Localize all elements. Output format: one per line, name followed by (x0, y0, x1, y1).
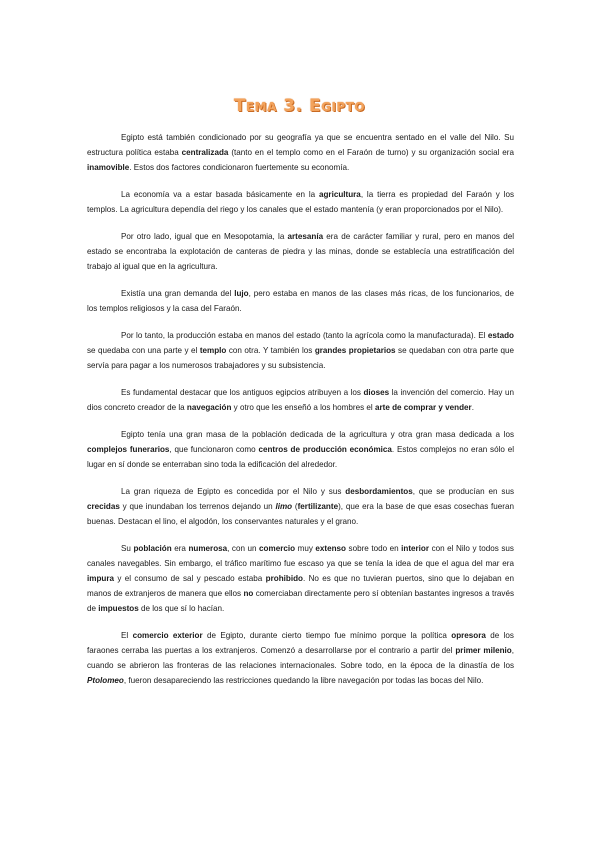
body-text: La economía va a estar basada básicamente en la (121, 190, 319, 199)
bold-text (275, 502, 292, 511)
body-text: se quedaban con otra parte que servía para pagar a los numerosos trabajadores y su subsistencia. (87, 346, 515, 370)
body-text: Su (121, 544, 134, 553)
bold-text: desbordamientos (345, 487, 413, 496)
paragraph (87, 130, 514, 175)
bold-text: estado (487, 331, 514, 340)
body-text: . Estos complejos no eran sólo el lugar en sí donde se enterraban sino toda la edificación del alrededor. (87, 445, 515, 469)
body-text: Egipto tenía una gran masa de la población dedicada de la agricultura y otra gran masa dedicada a los (121, 430, 514, 439)
body-text: de Egipto, durante cierto tiempo fue mínimo porque la política (202, 631, 452, 640)
bold-text: crecidas (87, 502, 120, 511)
body-text: . (471, 403, 474, 412)
bold-text: extenso (315, 544, 346, 553)
bold-text: comercio exterior (132, 631, 203, 640)
document-title: Tema 3. Egipto (233, 96, 366, 116)
body-text: y otro que les enseñó a los hombres el (231, 403, 375, 412)
body-text: . No es que no tuvieran puertos, sino que lo dejaban en manos de extranjeros de manera que ellos (87, 574, 514, 598)
body-text: , la tierra es propiedad del Faraón y los templos. La agricultura dependía del riego y los canales que el estado mantenía (y eran proporcionados por el Nilo). (87, 190, 514, 214)
body-text: Existía una gran demanda del (121, 289, 235, 298)
body-text: ( (292, 502, 298, 511)
bold-text: centralizada (181, 148, 229, 157)
body-text: , cuando se abrieron las fronteras de las relaciones internacionales. Sobre todo, en la época de la dinastía de los (87, 646, 514, 670)
body-text: comerciaban directamente pero sí obtenían bastantes ingresos a través de (87, 589, 515, 613)
paragraph (87, 385, 514, 415)
body-text: con otra. Y también los (226, 346, 315, 355)
bold-text: prohibido (265, 574, 303, 583)
bold-text: navegación (186, 403, 232, 412)
body-text: de los faraones cerraba las puertas a los extranjeros. Comenzó a desarrollarse por el contrario a partir del (87, 631, 514, 655)
body-text: sobre todo en (346, 544, 402, 553)
body-text: , que se producían en sus (412, 487, 514, 496)
paragraph (87, 286, 514, 316)
paragraph (87, 328, 514, 373)
body-text: , con un (227, 544, 260, 553)
body-text: (tanto en el templo como en el Faraón de turno) y su organización social era (228, 148, 514, 157)
bold-text: lujo (234, 289, 249, 298)
bold-text: complejos funerarios (87, 445, 170, 454)
body-text: Egipto está también condicionado por su geografía ya que se encuentra sentado en el valle del Nilo. Su estructura política estaba (87, 133, 514, 157)
bold-text (87, 676, 124, 685)
body-text: era de carácter familiar y rural, pero en manos del estado se encontraba la explotación de canteras de piedra y las minas, donde se establecía una estratificación del trabajo al igual que en la agricultura. (87, 232, 514, 271)
bold-text: impuestos (98, 604, 139, 613)
paragraph (87, 484, 514, 529)
bold-text: templo (199, 346, 227, 355)
body-text: La gran riqueza de Egipto es concedida por el Nilo y sus (121, 487, 346, 496)
body-text: Es fundamental destacar que los antiguos egipcios atribuyen a los (121, 388, 364, 397)
body-text: Por otro lado, igual que en Mesopotamia, la (121, 232, 288, 241)
emphasis-text: Ptolomeo (87, 676, 124, 685)
paragraph (87, 427, 514, 472)
bold-text: fertilizante (297, 502, 339, 511)
emphasis-text: limo (275, 502, 293, 511)
bold-text: interior (401, 544, 430, 553)
body-text: con el Nilo y todos sus canales navegables. Sin embargo, el tráfico marítimo fue escaso ya que se tenía la idea de que el agua del mar era (87, 544, 514, 568)
bold-text: opresora (451, 631, 486, 640)
body-text: , que funcionaron como (169, 445, 259, 454)
body-text: muy (295, 544, 316, 553)
bold-text: impura (87, 574, 114, 583)
bold-text: no (243, 589, 254, 598)
body-text: se quedaba con una parte y el (87, 346, 200, 355)
bold-text: población (133, 544, 172, 553)
paragraph (87, 628, 514, 688)
bold-text: grandes propietarios (314, 346, 396, 355)
bold-text: dioses (363, 388, 390, 397)
paragraph (87, 541, 514, 616)
bold-text: numerosa (188, 544, 228, 553)
body-text: , pero estaba en manos de las clases más ricas, de los funcionarios, de los templos religiosos y la casa del Faraón. (87, 289, 514, 313)
body-text: . Estos dos factores condicionaron fuertemente su economía. (129, 163, 350, 172)
bold-text: comercio (259, 544, 296, 553)
body-text: era (171, 544, 189, 553)
bold-text: inamovible (87, 163, 130, 172)
body-text: y el consumo de sal y pescado estaba (114, 574, 266, 583)
body-text: la invención del comercio. Hay un dios concreto creador de la (87, 388, 514, 412)
body-text: El (121, 631, 133, 640)
body-text: ), que era la base de que esas cosechas fueran buenas. Destacan el lino, el algodón, los conservantes naturales y el grano. (87, 502, 514, 526)
body-text: de los que sí lo hacían. (138, 604, 225, 613)
bold-text: artesanía (287, 232, 324, 241)
bold-text: centros de producción económica (258, 445, 392, 454)
body-text: y que inundaban los terrenos dejando un (119, 502, 276, 511)
body-text: , fueron desapareciendo las restricciones quedando la libre navegación por todas las bocas del Nilo. (123, 676, 484, 685)
paragraph (87, 229, 514, 274)
bold-text: primer milenio (455, 646, 512, 655)
paragraph (87, 187, 514, 217)
document-body (87, 130, 514, 700)
bold-text: arte de comprar y vender (374, 403, 472, 412)
bold-text: agricultura (318, 190, 361, 199)
body-text: Por lo tanto, la producción estaba en manos del estado (tanto la agrícola como la manufacturada). El (121, 331, 488, 340)
